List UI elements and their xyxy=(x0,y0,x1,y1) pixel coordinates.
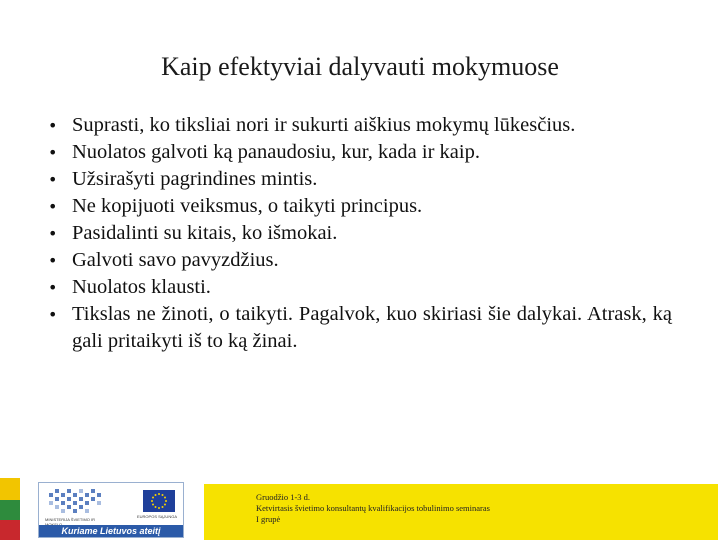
eu-flag-icon xyxy=(143,490,175,512)
ministry-logo-icon xyxy=(47,487,103,517)
bullet-dot-icon: • xyxy=(48,278,58,297)
bullet-text: Suprasti, ko tiksliai nori ir sukurti aiškius mokymų lūkesčius. xyxy=(72,114,576,136)
bullet-text: Nuolatos galvoti ką panaudosiu, kur, kada ir kaip. xyxy=(72,141,480,163)
bullet-text: Galvoti savo pavyzdžius. xyxy=(72,249,279,271)
slogan-banner: Kuriame Lietuvos ateitį xyxy=(39,525,183,537)
event-group: I grupė xyxy=(256,514,281,524)
sponsor-logo-panel xyxy=(38,482,184,538)
bullet-item xyxy=(48,166,672,193)
bullet-item xyxy=(48,193,672,220)
strip-green xyxy=(0,500,20,520)
bullet-dot-icon: • xyxy=(48,251,58,270)
bullet-text: Pasidalinti su kitais, ko išmokai. xyxy=(72,222,338,244)
strip-yellow xyxy=(0,478,20,500)
bullet-dot-icon: • xyxy=(48,224,58,243)
bullet-dot-icon: • xyxy=(48,170,58,189)
bullet-list xyxy=(48,112,672,355)
bullet-dot-icon: • xyxy=(48,116,58,135)
bullet-item xyxy=(48,274,672,301)
bullet-dot-icon: • xyxy=(48,197,58,216)
bullet-text: Nuolatos klausti. xyxy=(72,276,211,298)
bullet-text: Tikslas ne žinoti, o taikyti. Pagalvok, kuo skiriasi šie dalykai. Atrask, ką gali pritaikyti iš to ką žinai. xyxy=(72,303,672,352)
color-strip xyxy=(0,478,20,540)
event-info-text xyxy=(256,492,716,525)
slide-title: Kaip efektyviai dalyvauti mokymuose xyxy=(161,52,559,81)
bullet-text: Užsirašyti pagrindines mintis. xyxy=(72,168,318,190)
strip-red xyxy=(0,520,20,540)
event-info-box xyxy=(204,484,718,540)
bullet-dot-icon: • xyxy=(48,305,58,324)
bullet-item xyxy=(48,220,672,247)
bullet-item xyxy=(48,247,672,274)
bullet-item xyxy=(48,112,672,139)
bullet-text: Ne kopijuoti veiksmus, o taikyti principus. xyxy=(72,195,423,217)
bullet-item xyxy=(48,301,672,355)
bullet-item xyxy=(48,139,672,166)
eu-logo-text: EUROPOS SĄJUNGA xyxy=(136,514,177,519)
event-date: Gruodžio 1-3 d. xyxy=(256,492,311,502)
event-title: Ketvirtasis švietimo konsultantų kvalifikacijos tobulinimo seminaras xyxy=(256,503,490,513)
bullet-dot-icon: • xyxy=(48,143,58,162)
ministry-logo-text: MINISTERIJA ŠVIETIMO IR xyxy=(45,517,96,522)
